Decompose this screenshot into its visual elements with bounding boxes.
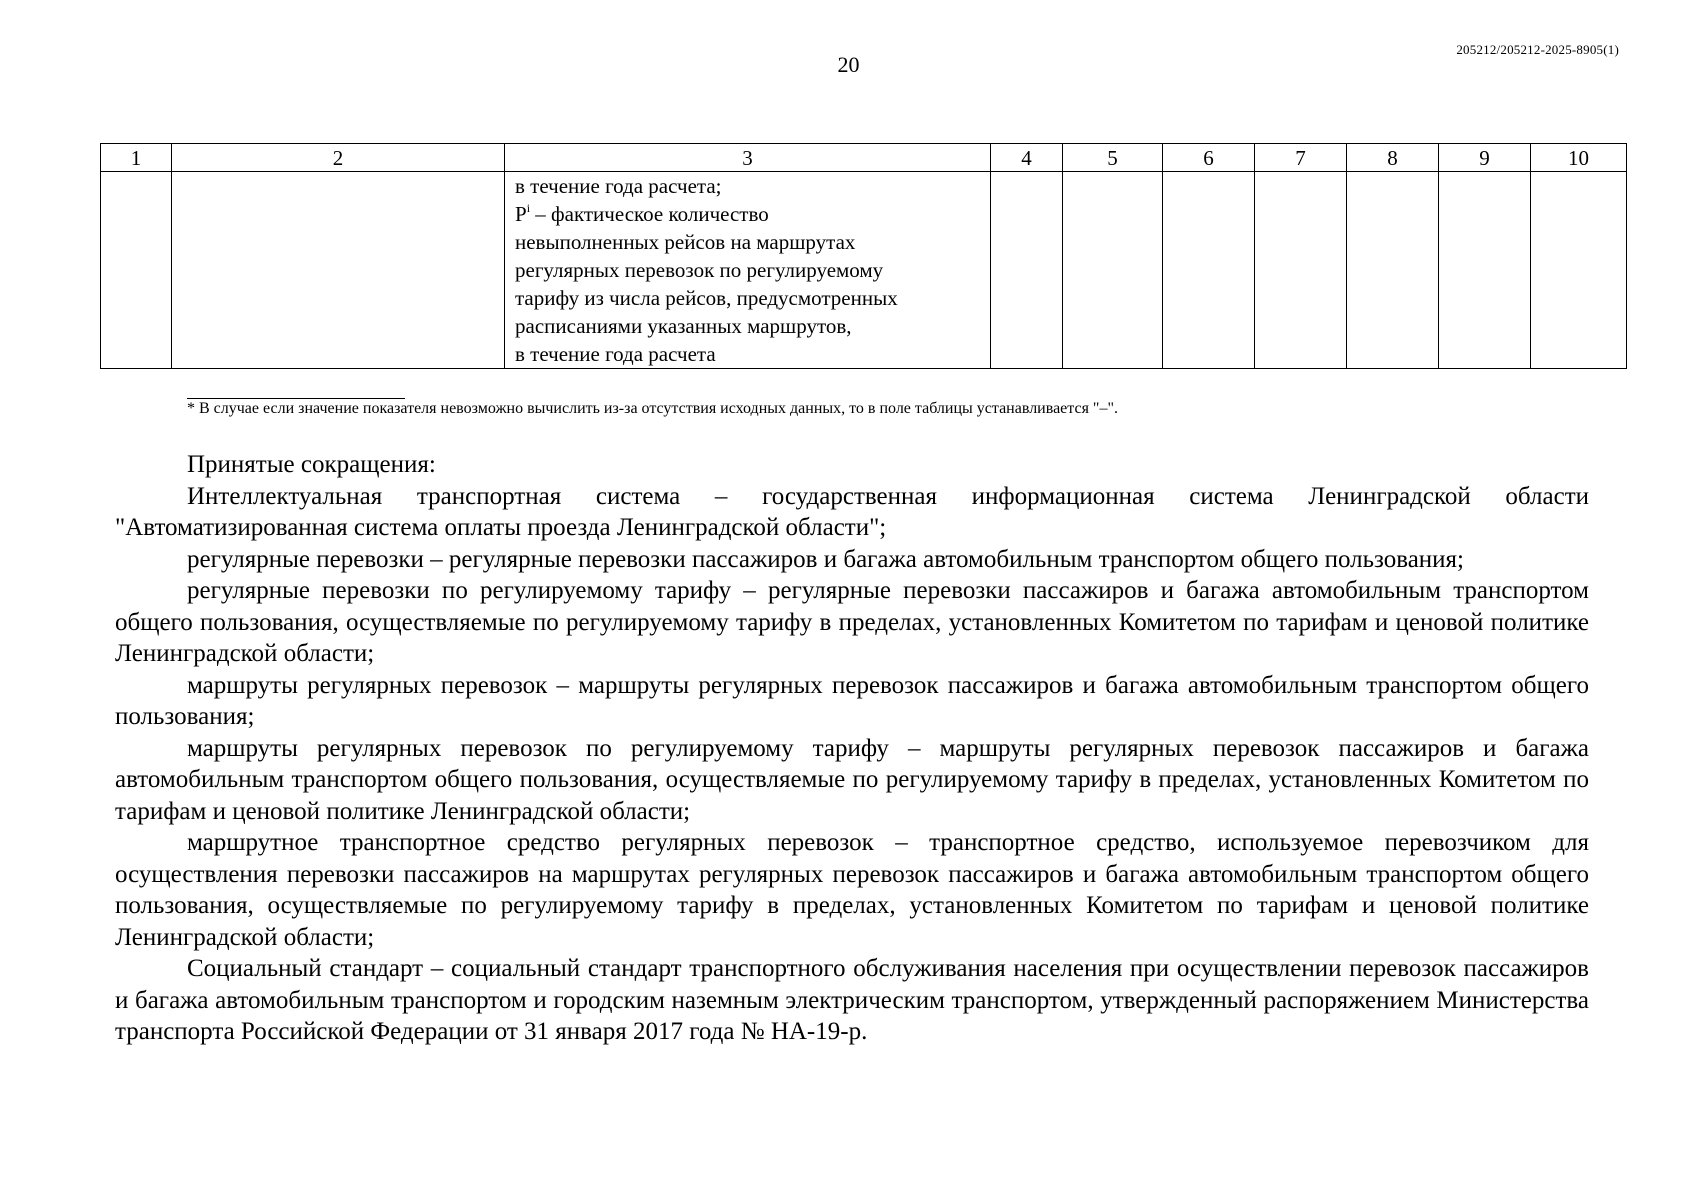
column-header-2: 2 (172, 144, 505, 172)
table-cell-10 (1531, 172, 1627, 369)
formula-description (505, 172, 990, 368)
table-cell-1 (101, 172, 172, 369)
column-header-5: 5 (1063, 144, 1163, 172)
column-header-4: 4 (991, 144, 1063, 172)
table-header-row (101, 144, 1627, 172)
data-table (100, 143, 1627, 369)
table-cell-4 (991, 172, 1063, 369)
table-cell-3 (505, 172, 991, 369)
table-cell-6 (1163, 172, 1255, 369)
table-cell-8 (1347, 172, 1439, 369)
table-cell-5 (1063, 172, 1163, 369)
column-header-8: 8 (1347, 144, 1439, 172)
variable-definition: – фактическое количество (530, 202, 769, 226)
table-cell-7 (1255, 172, 1347, 369)
column-header-9: 9 (1439, 144, 1531, 172)
cell-line: в течение года расчета (515, 342, 716, 366)
abbreviations-heading: Принятые сокращения: (187, 451, 436, 478)
page-number: 20 (837, 52, 860, 77)
abbreviation-paragraph: маршруты регулярных перевозок по регулируемому тарифу – маршруты регулярных перевозок пассажиров и багажа автомобильным транспортом общего пользования, осуществляемые по регулируемому тарифу в пределах, установленных Комитетом по тарифам и ценовой политике Ленинградской области; (115, 734, 1589, 825)
table-row (101, 172, 1627, 369)
abbreviation-paragraph: Социальный стандарт – социальный стандарт транспортного обслуживания населения при осуществлении перевозок пассажиров и багажа автомобильным транспортом и городским наземным электрическим транспортом, утвержденный распоряжением Министерства транспорта Российской Федерации от 31 января 2017 года № НА-19-р. (115, 955, 1589, 1045)
column-header-1: 1 (101, 144, 172, 172)
cell-line: регулярных перевозок по регулируемому (515, 258, 884, 282)
variable-superscript: i (526, 201, 531, 215)
column-header-7: 7 (1255, 144, 1347, 172)
document-id: 205212/205212-2025-8905(1) (1456, 42, 1619, 57)
abbreviations-section (115, 449, 1589, 1048)
column-header-3: 3 (505, 144, 991, 172)
column-header-6: 6 (1163, 144, 1255, 172)
table-cell-2 (172, 172, 505, 369)
cell-line-variable (515, 200, 986, 228)
abbreviation-paragraph: регулярные перевозки по регулируемому тарифу – регулярные перевозки пассажиров и багажа автомобильным транспортом общего пользования, осуществляемые по регулируемому тарифу в пределах, установленных Комитетом по тарифам и ценовой политике Ленинградской области; (115, 577, 1589, 667)
variable-symbol: P (515, 202, 527, 226)
cell-line: расписаниями указанных маршрутов, (515, 314, 852, 338)
cell-line: невыполненных рейсов на маршрутах (515, 230, 856, 254)
footnote: * В случае если значение показателя невозможно вычислить из-за отсутствия исходных данных, то в поле таблицы устанавливается "–". (187, 400, 1118, 417)
table-cell-9 (1439, 172, 1531, 369)
footnote-divider (187, 398, 405, 399)
abbreviation-paragraph: регулярные перевозки – регулярные перевозки пассажиров и багажа автомобильным транспортом общего пользования; (187, 545, 1465, 573)
abbreviation-paragraph: маршрутное транспортное средство регулярных перевозок – транспортное средство, используемое перевозчиком для осуществления перевозки пассажиров на маршрутах регулярных перевозок пассажиров и багажа автомобильным транспортом общего пользования, осуществляемые по регулируемому тарифу в пределах, установленных Комитетом по тарифам и ценовой политике Ленинградской области; (115, 829, 1589, 951)
abbreviation-paragraph: маршруты регулярных перевозок – маршруты регулярных перевозок пассажиров и багажа автомобильным транспортом общего пользования; (115, 671, 1589, 730)
abbreviation-paragraph: Интеллектуальная транспортная система – государственная информационная система Ленинградской области "Автоматизированная система оплаты проезда Ленинградской области"; (115, 482, 1589, 541)
column-header-10: 10 (1531, 144, 1627, 172)
cell-line: в течение года расчета; (515, 174, 722, 198)
cell-line: тарифу из числа рейсов, предусмотренных (515, 286, 898, 310)
